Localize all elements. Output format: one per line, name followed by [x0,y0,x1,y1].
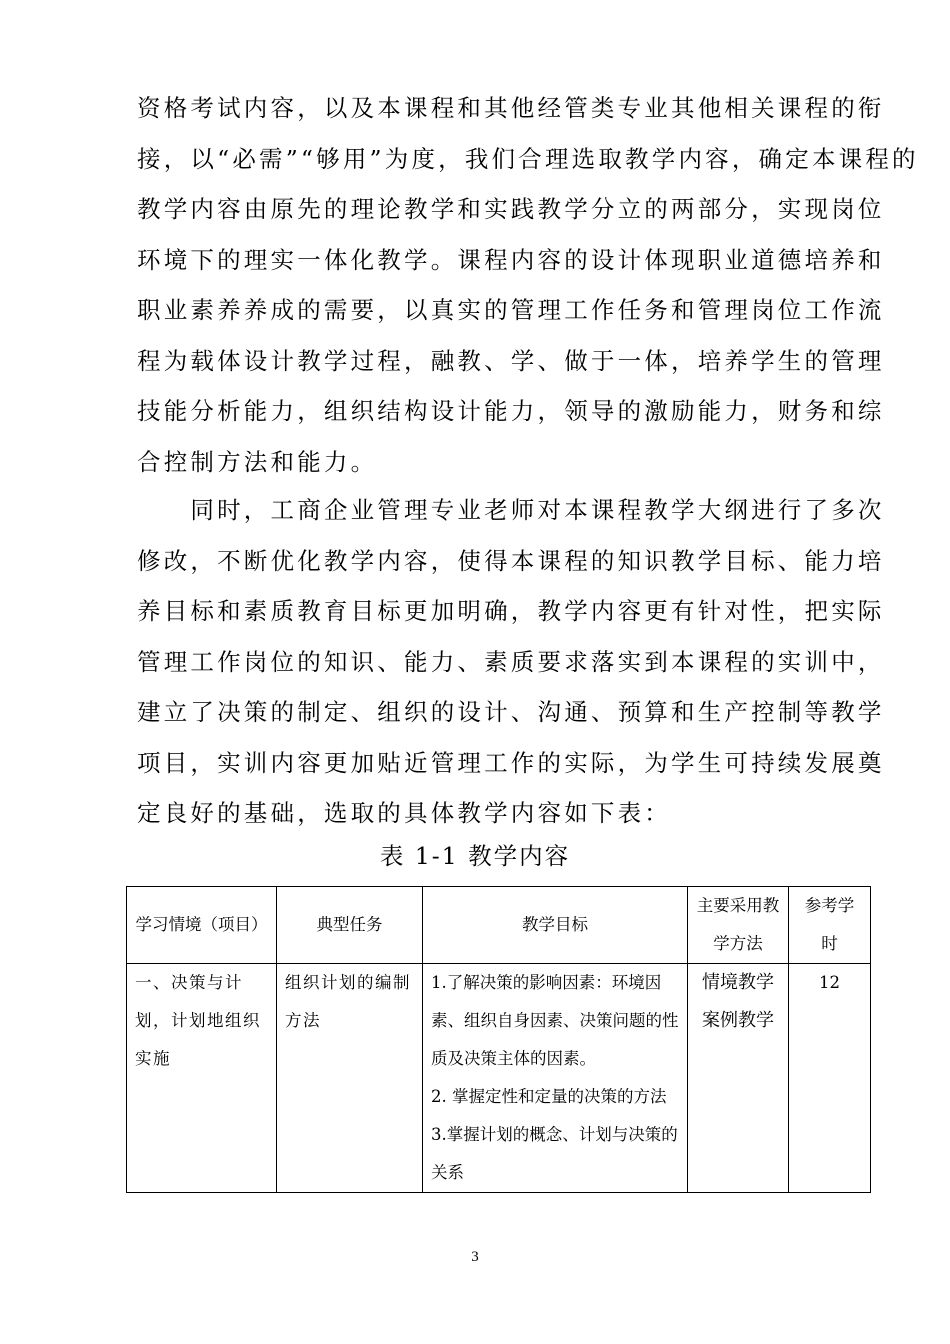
teaching-content-table [126,886,871,1193]
cell-situation: 一、决策与计划，计划地组织实施 [127,964,277,1193]
cell-method: 情境教学案例教学 [688,964,789,1193]
text-line: 程为载体设计教学过程，融教、学、做于一体，培养学生的管理 [137,346,885,375]
table-caption: 表 1-1 教学内容 [379,842,571,870]
body-paragraph-2 [137,485,885,839]
cell-task: 组织计划的编制方法 [277,964,423,1193]
text-line: 定良好的基础，选取的具体教学内容如下表： [137,799,671,827]
header-goal: 教学目标 [423,887,688,964]
text-line: 养目标和素质教育目标更加明确，教学内容更有针对性，把实际 [137,597,885,625]
goal-item: 2. 掌握定性和定量的决策的方法 [431,1087,667,1106]
text-line: 职业素养养成的需要，以真实的管理工作任务和管理岗位工作流 [137,296,885,324]
header-task: 典型任务 [277,887,423,964]
text-line: 管理工作岗位的知识、能力、素质要求落实到本课程的实训中， [137,647,885,676]
header-hours: 参考学时 [789,887,871,964]
text-line: 教学内容由原先的理论教学和实践教学分立的两部分，实现岗位 [137,195,885,223]
text-line: 建立了决策的制定、组织的设计、沟通、预算和生产控制等教学 [137,698,885,726]
table-row [127,964,871,1193]
cell-hours: 12 [789,964,871,1193]
text-line: 资格考试内容，以及本课程和其他经管类专业其他相关课程的衔 [137,94,885,122]
goal-item: 3.掌握计划的概念、计划与决策的关系 [431,1125,678,1182]
header-situation: 学习情境（项目） [127,887,277,964]
text-line: 同时，工商企业管理专业老师对本课程教学大纲进行了多次 [137,496,885,524]
text-line: 项目，实训内容更加贴近管理工作的实际，为学生可持续发展奠 [137,748,885,777]
text-line: 接，以“必需”“够用”为度，我们合理选取教学内容，确定本课程的 [137,144,919,173]
text-line: 修改，不断优化教学内容，使得本课程的知识教学目标、能力培 [137,546,885,575]
table-header-row [127,887,871,964]
text-line: 环境下的理实一体化教学。课程内容的设计体现职业道德培养和 [137,245,885,274]
header-method: 主要采用教学方法 [688,887,789,964]
text-line: 技能分析能力，组织结构设计能力，领导的激励能力，财务和综 [137,397,885,425]
body-paragraph-1 [137,83,919,487]
goal-item: 1.了解决策的影响因素：环境因素、组织自身因素、决策问题的性质及决策主体的因素。 [431,973,679,1068]
cell-goals [423,964,688,1193]
page-number: 3 [471,1249,479,1265]
text-line: 合控制方法和能力。 [137,447,378,476]
